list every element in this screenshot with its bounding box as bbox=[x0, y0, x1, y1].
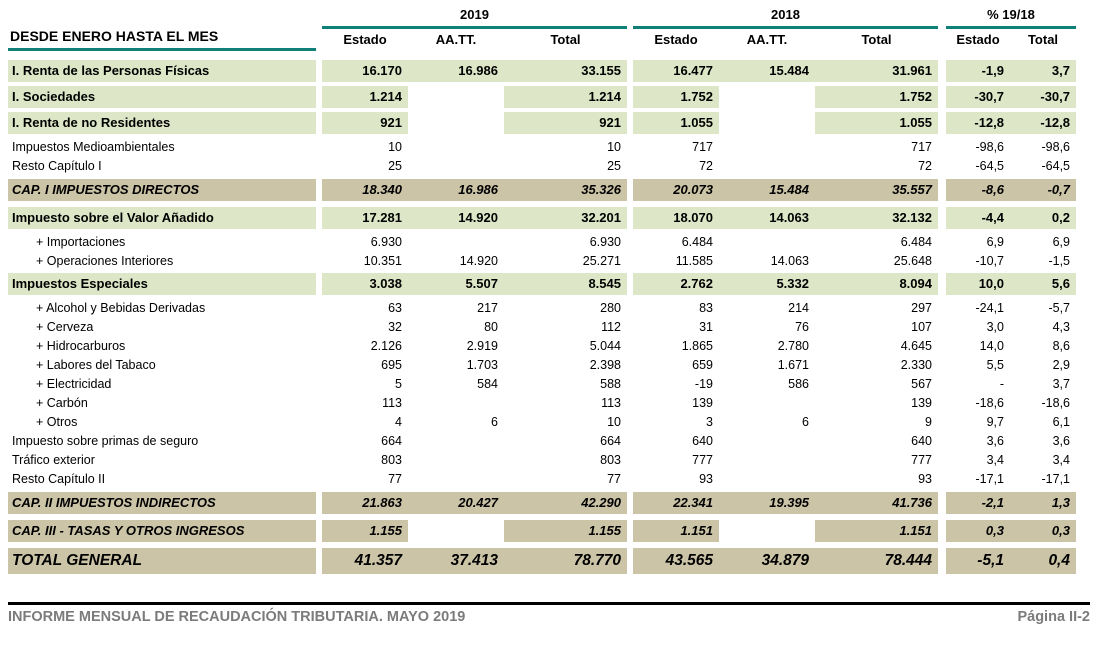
report-page bbox=[8, 4, 1108, 625]
table-row bbox=[8, 375, 1108, 394]
cell-2019-total: 1.155 bbox=[504, 520, 627, 542]
cell-pct-total: 0,3 bbox=[1010, 520, 1076, 542]
cell-2019-total: 42.290 bbox=[504, 492, 627, 514]
cell-2018-aatt: 586 bbox=[788, 377, 809, 391]
table-row bbox=[8, 520, 1108, 542]
col-2018-total: Total bbox=[815, 26, 938, 51]
cell-2018-total: 1.752 bbox=[815, 86, 938, 108]
row-label: + Electricidad bbox=[36, 377, 112, 391]
cell-pct-estado: -17,1 bbox=[975, 472, 1004, 486]
cell-pct-total: -98,6 bbox=[1041, 140, 1070, 154]
cell-pct-estado: 14,0 bbox=[979, 339, 1004, 353]
cell-2019-estado: 113 bbox=[382, 396, 402, 410]
table-row bbox=[8, 451, 1108, 470]
cell-2019-aatt: 6 bbox=[491, 415, 498, 429]
cell-pct-total: 1,3 bbox=[1010, 492, 1076, 514]
table-row bbox=[8, 138, 1108, 157]
cell-2018-total: 72 bbox=[918, 159, 932, 173]
cell-2018-total: 297 bbox=[911, 301, 932, 315]
cell-2019-estado: 10.351 bbox=[363, 254, 402, 268]
cell-2018-estado: 1.752 bbox=[633, 86, 719, 108]
cell-2018-aatt: 76 bbox=[795, 320, 809, 334]
cell-2018-estado: 6.484 bbox=[681, 235, 713, 249]
cell-2019-total: 35.326 bbox=[504, 179, 627, 201]
cell-2019-total: 113 bbox=[601, 396, 621, 410]
cell-2018-total: 41.736 bbox=[815, 492, 938, 514]
cell-pct-total: -5,7 bbox=[1048, 301, 1070, 315]
table-row bbox=[8, 207, 1108, 229]
cell-pct-total: 6,1 bbox=[1052, 415, 1070, 429]
cell-2018-total: 640 bbox=[911, 434, 932, 448]
col-pct-total: Total bbox=[1010, 26, 1076, 51]
row-label: + Hidrocarburos bbox=[36, 339, 126, 353]
cell-pct-total: 0,2 bbox=[1010, 207, 1076, 229]
cell-2019-total: 10 bbox=[607, 140, 621, 154]
row-label: Resto Capítulo II bbox=[12, 472, 106, 486]
cell-2019-aatt: 1.703 bbox=[466, 358, 498, 372]
cell-2019-estado: 77 bbox=[388, 472, 402, 486]
cell-pct-estado: -30,7 bbox=[946, 86, 1010, 108]
footer-page-number: Página II-2 bbox=[1017, 609, 1090, 625]
cell-2018-aatt: 15.484 bbox=[719, 60, 815, 82]
cell-pct-total: 2,9 bbox=[1052, 358, 1070, 372]
table-row bbox=[8, 157, 1108, 176]
col-2018-estado: Estado bbox=[633, 26, 719, 51]
cell-2019-estado: 3.038 bbox=[322, 273, 408, 295]
cell-pct-estado: 0,3 bbox=[946, 520, 1010, 542]
cell-2019-estado: 1.214 bbox=[322, 86, 408, 108]
cell-2019-total: 33.155 bbox=[504, 60, 627, 82]
cell-2019-estado: 5 bbox=[395, 377, 402, 391]
cell-2018-estado: 18.070 bbox=[633, 207, 719, 229]
row-label: CAP. II IMPUESTOS INDIRECTOS bbox=[8, 492, 316, 514]
cell-2019-estado: 21.863 bbox=[322, 492, 408, 514]
row-label: I. Sociedades bbox=[8, 86, 316, 108]
cell-2019-total: 2.398 bbox=[589, 358, 621, 372]
cell-2018-estado: -19 bbox=[694, 377, 713, 391]
cell-2019-total: 25 bbox=[607, 159, 621, 173]
cell-2019-estado: 2.126 bbox=[370, 339, 402, 353]
row-label: I. Renta de las Personas Físicas bbox=[8, 60, 316, 82]
cell-2018-total: 1.055 bbox=[815, 112, 938, 134]
table-row bbox=[8, 394, 1108, 413]
cell-2019-estado: 4 bbox=[395, 415, 402, 429]
pct-19-18-label: % 19/18 bbox=[987, 7, 1035, 22]
cell-2018-estado: 1.151 bbox=[633, 520, 719, 542]
cell-2019-estado: 16.170 bbox=[322, 60, 408, 82]
cell-2019-aatt: 217 bbox=[477, 301, 498, 315]
cell-2019-estado: 32 bbox=[388, 320, 402, 334]
cell-2019-total: 78.770 bbox=[504, 548, 627, 574]
cell-2018-total: 107 bbox=[911, 320, 932, 334]
cell-pct-estado: -24,1 bbox=[975, 301, 1004, 315]
cell-pct-estado: 3,6 bbox=[986, 434, 1004, 448]
cell-2018-estado: 777 bbox=[692, 453, 713, 467]
cell-2018-total: 717 bbox=[911, 140, 932, 154]
cell-pct-total: -12,8 bbox=[1010, 112, 1076, 134]
cell-2018-aatt: 15.484 bbox=[719, 179, 815, 201]
cell-pct-estado: -8,6 bbox=[946, 179, 1010, 201]
cell-2018-estado: 43.565 bbox=[633, 548, 719, 574]
table-row bbox=[8, 548, 1108, 574]
col-2019-aatt: AA.TT. bbox=[408, 26, 504, 51]
table-row bbox=[8, 432, 1108, 451]
cell-pct-total: -18,6 bbox=[1041, 396, 1070, 410]
cell-2019-total: 1.214 bbox=[504, 86, 627, 108]
cell-2019-estado: 41.357 bbox=[322, 548, 408, 574]
row-label: + Labores del Tabaco bbox=[36, 358, 156, 372]
cell-2018-total: 777 bbox=[911, 453, 932, 467]
cell-pct-total: 4,3 bbox=[1052, 320, 1070, 334]
cell-2018-estado: 20.073 bbox=[633, 179, 719, 201]
cell-pct-estado: 5,5 bbox=[986, 358, 1004, 372]
cell-2019-aatt: 14.920 bbox=[408, 207, 504, 229]
cell-2018-total: 25.648 bbox=[893, 254, 932, 268]
table-row bbox=[8, 337, 1108, 356]
footer-report-title: INFORME MENSUAL DE RECAUDACIÓN TRIBUTARIA. MAYO 2019 bbox=[8, 609, 466, 625]
year-2019-label: 2019 bbox=[460, 7, 489, 22]
col-2019-estado: Estado bbox=[322, 26, 408, 51]
table-row bbox=[8, 252, 1108, 271]
table-row bbox=[8, 413, 1108, 432]
cell-2018-total: 2.330 bbox=[900, 358, 932, 372]
table-row bbox=[8, 299, 1108, 318]
col-2018-aatt: AA.TT. bbox=[719, 26, 815, 51]
row-label: Impuesto sobre el Valor Añadido bbox=[8, 207, 316, 229]
cell-2019-total: 6.930 bbox=[589, 235, 621, 249]
cell-2018-aatt: 14.063 bbox=[770, 254, 809, 268]
cell-2018-aatt: 19.395 bbox=[719, 492, 815, 514]
cell-pct-estado: -12,8 bbox=[946, 112, 1010, 134]
table-row bbox=[8, 318, 1108, 337]
cell-2018-estado: 83 bbox=[699, 301, 713, 315]
cell-pct-total: 5,6 bbox=[1010, 273, 1076, 295]
table-row bbox=[8, 60, 1108, 82]
cell-2019-estado: 1.155 bbox=[322, 520, 408, 542]
row-label: I. Renta de no Residentes bbox=[8, 112, 316, 134]
cell-2018-total: 8.094 bbox=[815, 273, 938, 295]
cell-2018-estado: 31 bbox=[699, 320, 713, 334]
cell-pct-estado: 9,7 bbox=[986, 415, 1004, 429]
table-row bbox=[8, 492, 1108, 514]
cell-pct-estado: -18,6 bbox=[975, 396, 1004, 410]
cell-2018-total: 6.484 bbox=[900, 235, 932, 249]
cell-pct-total: 3,6 bbox=[1052, 434, 1070, 448]
cell-2019-estado: 803 bbox=[381, 453, 402, 467]
cell-pct-estado: -2,1 bbox=[946, 492, 1010, 514]
cell-2019-total: 112 bbox=[601, 320, 621, 334]
row-label: + Alcohol y Bebidas Derivadas bbox=[36, 301, 206, 315]
cell-pct-estado: -4,4 bbox=[946, 207, 1010, 229]
cell-pct-total: -64,5 bbox=[1041, 159, 1070, 173]
cell-2018-aatt: 2.780 bbox=[777, 339, 809, 353]
cell-pct-estado: - bbox=[999, 377, 1004, 391]
cell-pct-estado: 6,9 bbox=[986, 235, 1004, 249]
col-pct-estado: Estado bbox=[946, 26, 1010, 51]
cell-2018-estado: 2.762 bbox=[633, 273, 719, 295]
cell-pct-total: -17,1 bbox=[1041, 472, 1070, 486]
cell-2019-estado: 25 bbox=[388, 159, 402, 173]
cell-pct-estado: 3,0 bbox=[986, 320, 1004, 334]
cell-2019-aatt: 80 bbox=[484, 320, 498, 334]
cell-2019-total: 664 bbox=[600, 434, 621, 448]
cell-2019-estado: 17.281 bbox=[322, 207, 408, 229]
cell-pct-total: 6,9 bbox=[1052, 235, 1070, 249]
cell-pct-total: 0,4 bbox=[1010, 548, 1076, 574]
cell-2019-total: 803 bbox=[600, 453, 621, 467]
row-label: CAP. I IMPUESTOS DIRECTOS bbox=[8, 179, 316, 201]
cell-2018-estado: 3 bbox=[706, 415, 713, 429]
cell-2018-aatt: 1.671 bbox=[777, 358, 809, 372]
cell-2019-aatt: 16.986 bbox=[408, 179, 504, 201]
cell-2018-estado: 717 bbox=[692, 140, 713, 154]
row-label: Impuestos Medioambientales bbox=[12, 140, 175, 154]
cell-2019-aatt: 5.507 bbox=[408, 273, 504, 295]
cell-2019-total: 588 bbox=[600, 377, 621, 391]
cell-2018-aatt: 5.332 bbox=[719, 273, 815, 295]
cell-2018-estado: 659 bbox=[692, 358, 713, 372]
cell-2019-aatt: 20.427 bbox=[408, 492, 504, 514]
cell-2019-total: 77 bbox=[607, 472, 621, 486]
cell-2019-aatt: 14.920 bbox=[459, 254, 498, 268]
row-label: + Operaciones Interiores bbox=[36, 254, 174, 268]
row-label: Tráfico exterior bbox=[12, 453, 95, 467]
row-label: + Carbón bbox=[36, 396, 88, 410]
table-header-years bbox=[8, 4, 1108, 26]
cell-2019-estado: 695 bbox=[381, 358, 402, 372]
cell-2018-aatt: 14.063 bbox=[719, 207, 815, 229]
cell-pct-total: 8,6 bbox=[1052, 339, 1070, 353]
cell-2019-total: 10 bbox=[607, 415, 621, 429]
cell-2019-aatt: 584 bbox=[477, 377, 498, 391]
cell-2019-estado: 63 bbox=[388, 301, 402, 315]
cell-2018-total: 139 bbox=[911, 396, 932, 410]
cell-2018-estado: 16.477 bbox=[633, 60, 719, 82]
table-row bbox=[8, 356, 1108, 375]
year-2018-label: 2018 bbox=[771, 7, 800, 22]
cell-2019-total: 8.545 bbox=[504, 273, 627, 295]
cell-pct-total: 3,7 bbox=[1052, 377, 1070, 391]
cell-2018-aatt: 6 bbox=[802, 415, 809, 429]
cell-2019-aatt: 16.986 bbox=[408, 60, 504, 82]
cell-2019-estado: 921 bbox=[322, 112, 408, 134]
table-row bbox=[8, 470, 1108, 489]
cell-2018-estado: 139 bbox=[692, 396, 713, 410]
cell-2018-estado: 93 bbox=[699, 472, 713, 486]
cell-pct-total: -30,7 bbox=[1010, 86, 1076, 108]
cell-2018-estado: 640 bbox=[692, 434, 713, 448]
table-row bbox=[8, 112, 1108, 134]
cell-2019-estado: 18.340 bbox=[322, 179, 408, 201]
cell-pct-estado: 10,0 bbox=[946, 273, 1010, 295]
row-label: + Cerveza bbox=[36, 320, 94, 334]
cell-pct-total: 3,7 bbox=[1010, 60, 1076, 82]
row-label: TOTAL GENERAL bbox=[8, 548, 316, 574]
cell-2019-aatt: 2.919 bbox=[466, 339, 498, 353]
cell-pct-estado: -1,9 bbox=[946, 60, 1010, 82]
row-label: Resto Capítulo I bbox=[12, 159, 102, 173]
cell-pct-estado: 3,4 bbox=[986, 453, 1004, 467]
page-footer bbox=[8, 602, 1090, 625]
cell-pct-estado: -98,6 bbox=[975, 140, 1004, 154]
row-label: + Importaciones bbox=[36, 235, 126, 249]
cell-2018-total: 567 bbox=[911, 377, 932, 391]
cell-pct-estado: -10,7 bbox=[975, 254, 1004, 268]
cell-2019-estado: 664 bbox=[381, 434, 402, 448]
cell-2019-estado: 6.930 bbox=[370, 235, 402, 249]
table-body bbox=[8, 60, 1108, 574]
cell-2018-total: 35.557 bbox=[815, 179, 938, 201]
cell-2019-total: 921 bbox=[504, 112, 627, 134]
cell-2018-total: 32.132 bbox=[815, 207, 938, 229]
cell-2018-total: 78.444 bbox=[815, 548, 938, 574]
cell-2019-total: 280 bbox=[600, 301, 621, 315]
col-2019-total: Total bbox=[504, 26, 627, 51]
cell-2018-estado: 11.585 bbox=[675, 254, 713, 268]
table-header-columns bbox=[8, 26, 1108, 50]
table-row bbox=[8, 86, 1108, 108]
cell-2019-estado: 10 bbox=[388, 140, 402, 154]
cell-pct-total: -1,5 bbox=[1048, 254, 1070, 268]
cell-2019-aatt: 37.413 bbox=[408, 548, 504, 574]
cell-pct-estado: -5,1 bbox=[946, 548, 1010, 574]
cell-2018-estado: 72 bbox=[699, 159, 713, 173]
cell-2018-total: 4.645 bbox=[900, 339, 932, 353]
row-label: Impuesto sobre primas de seguro bbox=[12, 434, 199, 448]
cell-pct-total: -0,7 bbox=[1010, 179, 1076, 201]
cell-2018-estado: 1.865 bbox=[681, 339, 713, 353]
cell-2018-aatt: 34.879 bbox=[719, 548, 815, 574]
cell-2019-total: 32.201 bbox=[504, 207, 627, 229]
cell-pct-estado: -64,5 bbox=[975, 159, 1004, 173]
row-axis-title: DESDE ENERO HASTA EL MES bbox=[8, 26, 316, 51]
cell-2018-total: 31.961 bbox=[815, 60, 938, 82]
cell-2019-total: 5.044 bbox=[589, 339, 621, 353]
cell-2018-aatt: 214 bbox=[788, 301, 809, 315]
cell-2018-estado: 22.341 bbox=[633, 492, 719, 514]
row-label: Impuestos Especiales bbox=[8, 273, 316, 295]
cell-2018-estado: 1.055 bbox=[633, 112, 719, 134]
cell-2018-total: 9 bbox=[925, 415, 932, 429]
table-row bbox=[8, 233, 1108, 252]
cell-pct-total: 3,4 bbox=[1052, 453, 1070, 467]
table-row bbox=[8, 179, 1108, 201]
cell-2018-total: 93 bbox=[918, 472, 932, 486]
cell-2019-total: 25.271 bbox=[582, 254, 621, 268]
cell-2018-total: 1.151 bbox=[815, 520, 938, 542]
row-label: CAP. III - TASAS Y OTROS INGRESOS bbox=[8, 520, 316, 542]
table-row bbox=[8, 273, 1108, 295]
row-label: + Otros bbox=[36, 415, 78, 429]
